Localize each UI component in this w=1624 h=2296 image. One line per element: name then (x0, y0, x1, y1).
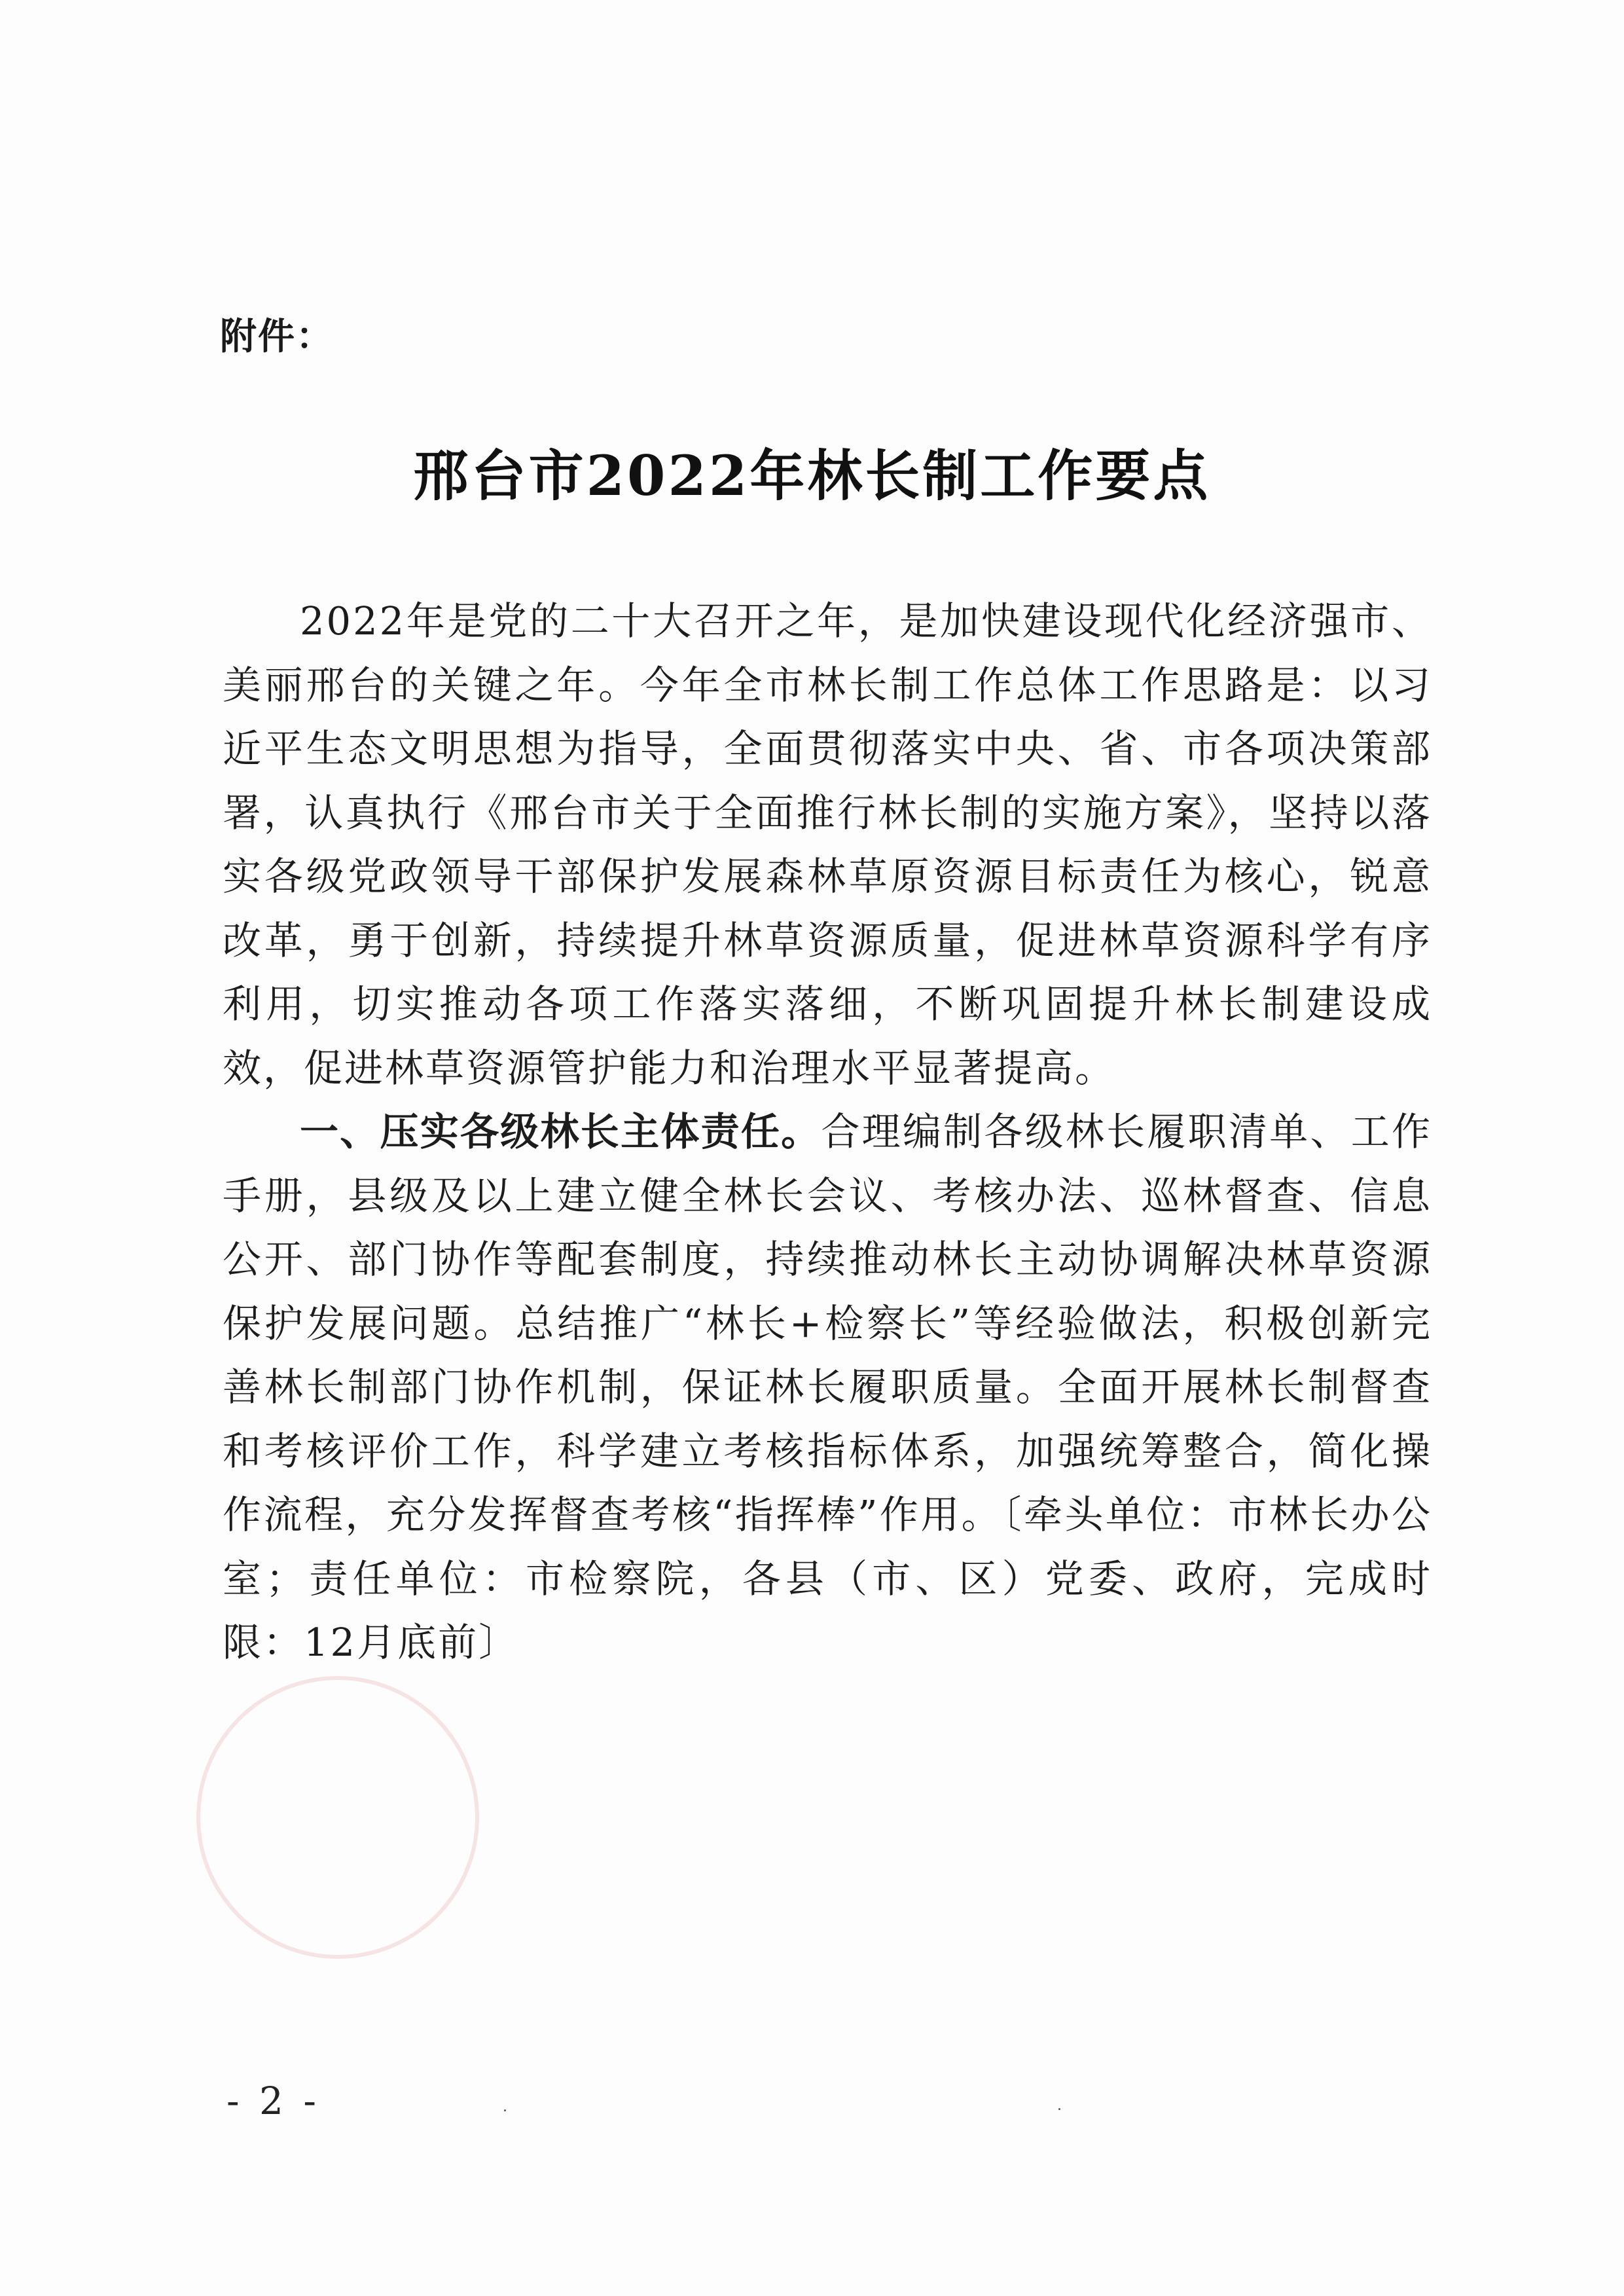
scan-speck (504, 2109, 506, 2111)
scan-speck (1058, 2108, 1060, 2110)
section-1-paragraph (223, 1100, 1432, 1675)
page-number: - 2 - (226, 2079, 320, 2123)
faint-official-seal (196, 1676, 479, 1959)
intro-paragraph: 2022年是党的二十大召开之年，是加快建设现代化经济强市、美丽邢台的关键之年。今年全市林长制工作总体工作思路是：以习近平生态文明思想为指导，全面贯彻落实中央、省、市各项决策部署，认真执行《邢台市关于全面推行林长制的实施方案》，坚持以落实各级党政领导干部保护发展森林草原资源目标责任为核心，锐意改革，勇于创新，持续提升林草资源质量，促进林草资源科学有序利用，切实推动各项工作落实落细，不断巩固提升林长制建设成效，促进林草资源管护能力和治理水平显著提高。 (223, 598, 1432, 1091)
section-1-body: 合理编制各级林长履职清单、工作手册，县级及以上建立健全林长会议、考核办法、巡林督查、信息公开、部门协作等配套制度，持续推动林长主动协调解决林草资源保护发展问题。总结推广“林长+检察长”等经验做法，积极创新完善林长制部门协作机制，保证林长履职质量。全面开展林长制督查和考核评价工作，科学建立考核指标体系，加强统筹整合，简化操作流程，充分发挥督查考核“指挥棒”作用。〔牵头单位：市林长办公室；责任单位：市检察院，各县（市、区）党委、政府，完成时限：12月底前〕 (223, 1109, 1432, 1665)
document-title: 邢台市2022年林长制工作要点 (413, 443, 1211, 508)
attachment-label: 附件： (220, 316, 334, 358)
section-1-heading: 一、压实各级林长主体责任。 (300, 1109, 821, 1154)
document-body (223, 589, 1432, 1675)
